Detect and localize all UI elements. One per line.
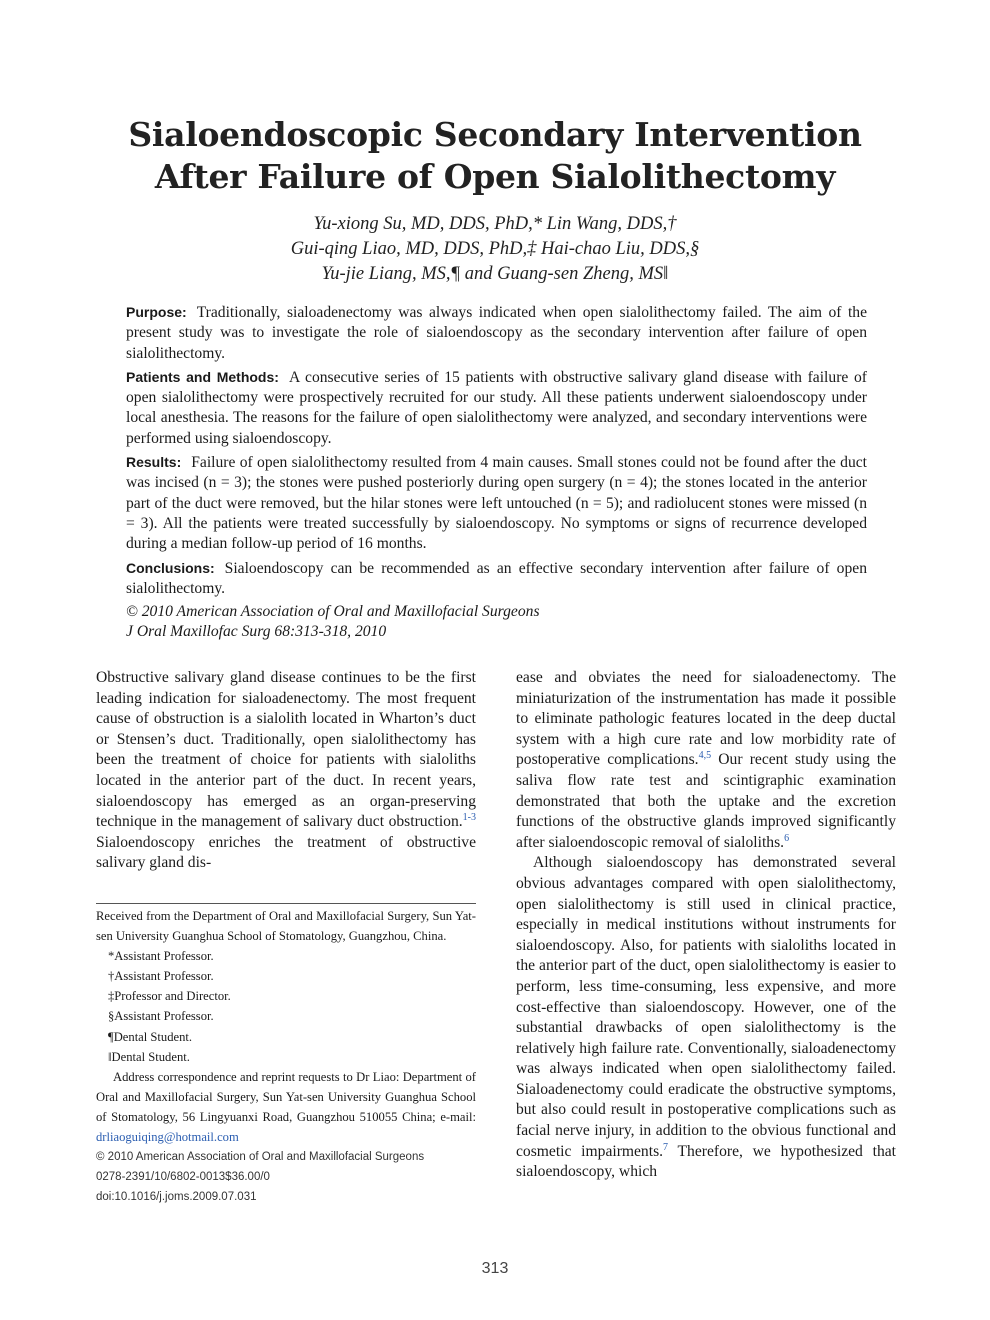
- body-text: Although sialoendoscopy has demonstrated several obvious advantages compared with open sialolithectomy, open sialolithectomy is still used in clinical practice, especially in medical institutions without instruments for sialoendoscopy. Also, for patients with sialoliths located in the anterior part of the duct, open sialolithectomy is easier to perform, less time-consuming, less expensive, and more cost-effective than sialoendoscopy. However, one of the substantial drawbacks of open sialolithectomy is the relatively high failure rate. Conventionally, sialoadenectomy was always indicated when open sialolithectomy failed. Sialoadenectomy could eradicate the obstructive symptoms, but also could result in postoperative complications such as facial nerve injury, in addition to the obvious functional and cosmetic impairments.: [516, 854, 896, 1160]
- footnote-3: ‡Professor and Director.: [108, 989, 231, 1004]
- purpose-text: Traditionally, sialoadenectomy was always indicated when open sialolithectomy failed. The aim of the present study was to investigate the role of sialoendoscopy as the secondary intervention after failure of open sialolithectomy.: [126, 304, 867, 362]
- footnote-issn: 0278-2391/10/6802-0013$36.00/0: [96, 1171, 270, 1184]
- methods-text: A consecutive series of 15 patients with obstructive salivary gland disease with failure of open sialolithectomy were prospectively recruited for our study. All these patients underwent sialoendoscopy under local anesthesia. The reasons for the failure of open sialolithectomy were analyzed, and secondary interventions were performed using sialoendoscopy.: [126, 368, 867, 447]
- body-text: Our recent study using the saliva flow rate test and scintigraphic examination demonstrated that both the uptake and the excretion functions of the obstructive glands improved significantly after sialoendoscopic removal of sialoliths.: [516, 751, 896, 851]
- results-heading: Results:: [126, 454, 182, 471]
- body-paragraph: [516, 668, 896, 853]
- title-line-2: After Failure of Open Sialolithectomy: [154, 157, 836, 196]
- reference-link[interactable]: 1-3: [462, 811, 476, 823]
- conclusions-text: Sialoendoscopy can be recommended as an effective secondary intervention after failure of open sialolithectomy.: [126, 559, 867, 597]
- authors-line-1: Yu-xiong Su, MD, DDS, PhD,* Lin Wang, DDS,†: [313, 214, 677, 234]
- body-text: ease and obviates the need for sialoadenectomy. The miniaturization of the instrumentation has made it possible to eliminate pathologic features located in the deep ductal system with a high cure rate and low morbidity rate of postoperative complications.: [516, 669, 896, 769]
- footnote-1: *Assistant Professor.: [108, 949, 214, 964]
- body-text: Sialoendoscopy enriches the treatment of obstructive salivary gland dis-: [96, 833, 476, 872]
- reference-link[interactable]: 7: [663, 1141, 669, 1153]
- authors-line-3: Yu-jie Liang, MS,¶ and Guang-sen Zheng, MS‖: [321, 264, 669, 284]
- abstract-methods: [126, 367, 867, 449]
- reference-link[interactable]: 4,5: [698, 750, 712, 762]
- authors-line-2: Gui-qing Liao, MD, DDS, PhD,‡ Hai-chao Liu, DDS,§: [290, 239, 700, 259]
- body-text: Therefore, we hypothesized that sialoendoscopy, which: [516, 1142, 896, 1181]
- methods-heading: Patients and Methods:: [126, 368, 279, 385]
- footnote-5: ¶Dental Student.: [108, 1029, 193, 1044]
- footnote-2: †Assistant Professor.: [108, 969, 214, 984]
- footnote-6: ‖Dental Student.: [108, 1049, 190, 1064]
- abstract-purpose: [126, 302, 867, 364]
- address-text: Address correspondence and reprint requests to Dr Liao: Department of Oral and Maxillofacial Surgery, Sun Yat-sen University Guanghua School of Stomatology, 56 Lingyuanxi Road, Guangzhou 510055 China; e-mail:: [96, 1069, 476, 1124]
- footnote-doi[interactable]: doi:10.1016/j.joms.2009.07.031: [96, 1191, 257, 1204]
- body-right-column: [516, 668, 896, 1183]
- body-text: Obstructive salivary gland disease continues to be the first leading indication for sialoadenectomy. The most frequent cause of obstruction is a sialolith located in Wharton’s duct or Stensen’s duct. Traditionally, open sialolithectomy has been the treatment of choice for patients with sialoliths located in the anterior part of the duct. In recent years, sialoendoscopy has emerged as an organ-preserving technique in the management of salivary duct obstruction.: [96, 669, 476, 831]
- abstract-conclusions: [126, 558, 867, 600]
- author-list: [100, 212, 890, 287]
- footnote-4: §Assistant Professor.: [108, 1009, 214, 1024]
- body-paragraph: [516, 853, 896, 1183]
- reference-link[interactable]: 6: [784, 832, 790, 844]
- abstract: [126, 302, 867, 643]
- article-title: [60, 114, 930, 198]
- email-link[interactable]: drliaoguiqing@hotmail.com: [96, 1130, 239, 1145]
- purpose-heading: Purpose:: [126, 304, 187, 320]
- footnotes: [96, 903, 476, 1207]
- abstract-results: [126, 452, 867, 554]
- footnote-address: [96, 1067, 476, 1147]
- body-left-column: [96, 668, 476, 874]
- body-paragraph: [96, 668, 476, 874]
- title-line-1: Sialoendoscopic Secondary Intervention: [128, 115, 862, 154]
- abstract-citation: J Oral Maxillofac Surg 68:313-318, 2010: [126, 623, 387, 641]
- footnote-copyright: © 2010 American Association of Oral and Maxillofacial Surgeons: [96, 1151, 425, 1164]
- results-text: Failure of open sialolithectomy resulted from 4 main causes. Small stones could not be found after the duct was incised (n = 3); the stones were pushed posteriorly during open surgery (n = 4); the stones located in the anterior part of the duct were removed, but the hilar stones were left untouched (n = 5); and radiolucent stones were missed (n = 3). All the patients were treated successfully by sialoendoscopy. No symptoms or signs of recurrence developed during a median follow-up period of 16 months.: [126, 454, 867, 553]
- conclusions-heading: Conclusions:: [126, 559, 215, 576]
- footnote-received: Received from the Department of Oral and Maxillofacial Surgery, Sun Yat-sen University Guanghua School of Stomatology, Guangzhou, China.: [96, 909, 476, 944]
- abstract-copyright: © 2010 American Association of Oral and Maxillofacial Surgeons: [126, 603, 540, 621]
- page-number: 313: [481, 1260, 509, 1277]
